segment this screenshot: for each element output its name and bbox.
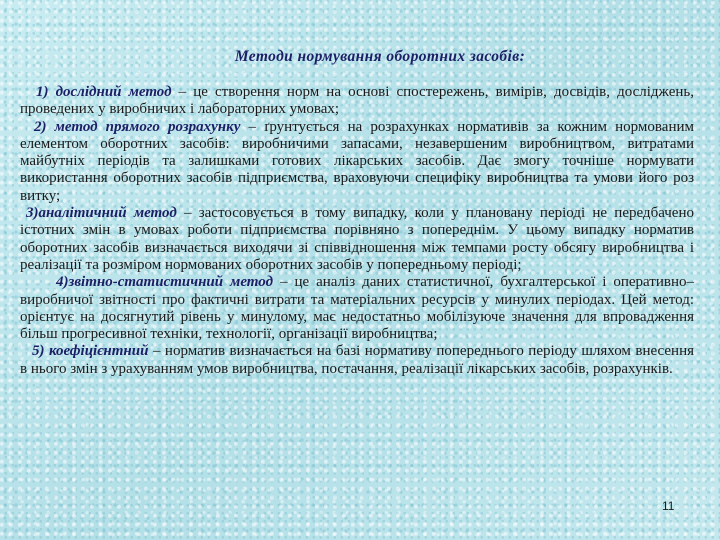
- method-term: 5) коефіцієнтний: [32, 343, 149, 360]
- method-description: – норматив визначається на базі нормативу попереднього періоду шляхом внесення в нього змін з урахуванням умов виробництва, постачання, реалізації лікарських засобів, розрахунків.: [20, 343, 694, 377]
- method-term: 4)звітно-статистичний метод: [56, 274, 274, 291]
- method-item-reporting-statistical: [20, 274, 694, 343]
- method-description: – ґрунтується на розрахунках нормативів за кожним нормованим елементом оборотних засобів: виробничими запасами, незавершеним виробництвом, витратами майбутніх періодів та залишками готових лікарських засобів. Дає змогу точніше нормувати використання оборотних засобів підприємства, враховуючи специфіку виробництва та умови його роз витку;: [20, 118, 694, 204]
- method-description: – це аналіз даних статистичної, бухгалтерської і оперативно–виробничої звітності про фактичні витрати та матеріальних ресурсів у минулих періодах. Цей метод: орієнтує на досягнутий рівень у минулому, має недостатньо мобілізуюче значення для впровадження більш прогресивної техніки, технології, організації виробництва;: [20, 274, 694, 343]
- method-item-coefficient: [20, 343, 694, 378]
- slide-title: Методи нормування оборотних засобів:: [234, 48, 526, 65]
- method-term: 2) метод прямого розрахунку: [34, 118, 241, 135]
- methods-list: [20, 84, 694, 378]
- method-term: 1) дослідний метод: [36, 84, 172, 100]
- page-number: 11: [662, 499, 675, 513]
- method-item-analytical: [20, 205, 694, 274]
- method-description: – це створення норм на основі спостережень, вимірів, досвідів, досліджень, проведених у виробничих і лабораторних умовах;: [20, 84, 694, 118]
- method-term: 3)аналітичний метод: [26, 205, 177, 222]
- method-item-research: [20, 84, 694, 119]
- method-description: – застосовується в тому випадку, коли у плановану періоді не передбачено істотних змін в умовах роботи підприємства порівняно з попереднім. У цьому випадку норматив оборотних засобів визначається виходячи зі співвідношення між темпами росту обсягу виробництва і реалізації та розміром нормованих оборотних засобів у попередньому періоді;: [20, 205, 694, 273]
- method-item-direct-calculation: [20, 119, 694, 205]
